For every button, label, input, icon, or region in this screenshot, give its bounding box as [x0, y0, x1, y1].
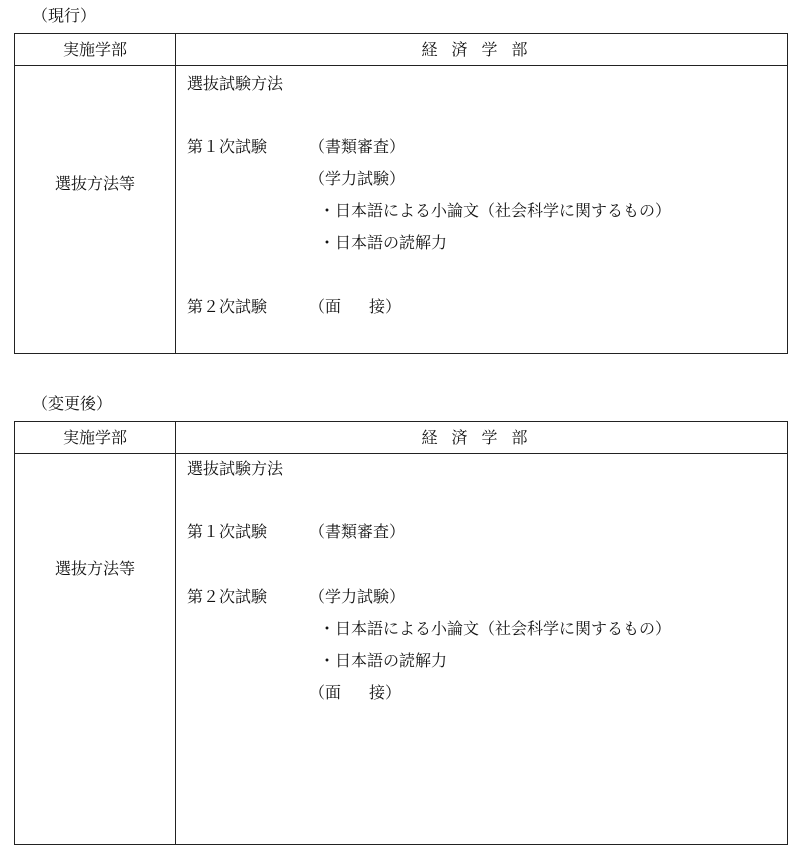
revised-header-faculty: 実施学部	[62, 428, 127, 447]
revised-header-economics: 経済学部	[421, 428, 542, 447]
current-stage2-name: 第２次試験	[187, 297, 268, 316]
revised-stage2-item-academic: （学力試験）	[309, 587, 406, 606]
revised-table	[14, 421, 788, 845]
revised-stage1-item-documents: （書類審査）	[309, 522, 406, 541]
revised-method-title: 選抜試験方法	[187, 459, 284, 478]
revised-section-label: （変更後）	[32, 394, 113, 413]
current-column-divider	[175, 34, 176, 353]
current-stage1-bullet-essay: ・日本語による小論文（社会科学に関するもの）	[319, 201, 672, 220]
revised-stage2-interview-part1: （面	[309, 683, 342, 702]
current-header-row	[15, 34, 787, 66]
current-table	[14, 33, 788, 354]
current-stage1-item-documents: （書類審査）	[309, 137, 406, 156]
revised-header-row	[15, 422, 787, 454]
current-stage2-interview	[309, 297, 401, 317]
revised-row-label: 選抜方法等	[54, 559, 135, 578]
current-stage1-name: 第１次試験	[187, 137, 268, 156]
current-header-faculty: 実施学部	[62, 40, 127, 59]
current-section-label: （現行）	[32, 6, 97, 25]
current-method-title: 選抜試験方法	[187, 74, 284, 93]
revised-stage2-name: 第２次試験	[187, 587, 268, 606]
current-row-label: 選抜方法等	[54, 174, 135, 193]
revised-stage2-interview	[309, 683, 401, 703]
revised-stage2-bullet-essay: ・日本語による小論文（社会科学に関するもの）	[319, 619, 672, 638]
current-stage2-interview-part2: 接）	[369, 297, 402, 316]
revised-stage2-interview-part2: 接）	[369, 683, 402, 702]
current-header-economics: 経済学部	[421, 40, 542, 59]
current-stage1-item-academic: （学力試験）	[309, 169, 406, 188]
current-stage2-interview-part1: （面	[309, 297, 342, 316]
revised-stage1-name: 第１次試験	[187, 522, 268, 541]
revised-column-divider	[175, 422, 176, 844]
revised-stage2-bullet-reading: ・日本語の読解力	[319, 651, 448, 670]
current-stage1-bullet-reading: ・日本語の読解力	[319, 233, 448, 252]
